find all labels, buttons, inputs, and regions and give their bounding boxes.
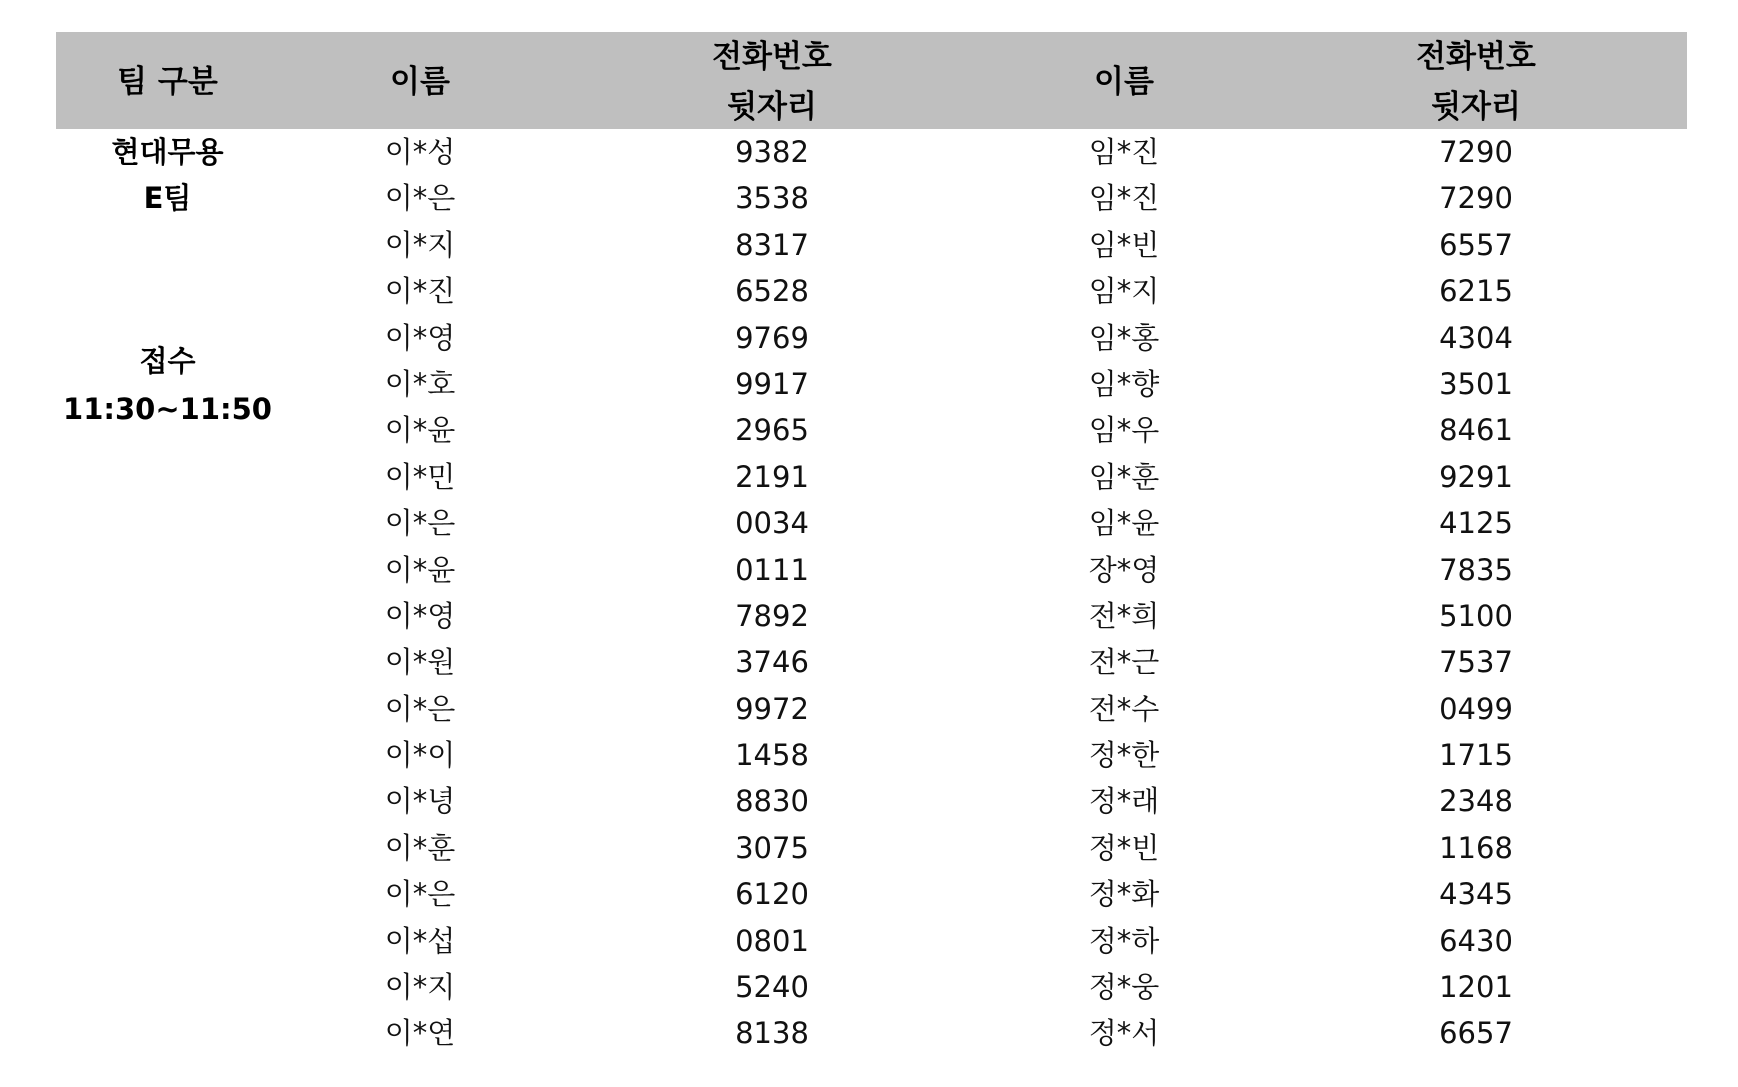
- header-phone-1-line2: 뒷자리: [727, 89, 817, 125]
- phone-cell: 1715: [1439, 738, 1513, 773]
- phone-cell: 9972: [735, 691, 809, 726]
- header-phone-1: [561, 32, 983, 132]
- phone-cell: 7892: [735, 598, 809, 633]
- phone-cell: 1168: [1439, 830, 1513, 865]
- phone-cell: 9769: [735, 320, 809, 355]
- name-cell: 정*화: [1088, 877, 1160, 912]
- phone-cell: 3538: [735, 181, 809, 216]
- phone-cell: 2965: [735, 413, 809, 448]
- header-phone-1-line1: 전화번호: [712, 39, 832, 75]
- name-cell: 임*훈: [1088, 459, 1160, 494]
- name-cell: 이*지: [384, 970, 456, 1005]
- name-cell: 이*은: [384, 506, 456, 541]
- phone-cell: 3075: [735, 830, 809, 865]
- phone-cell: 2348: [1439, 784, 1513, 819]
- name-cell: 임*홍: [1088, 320, 1160, 355]
- name-cell: 전*희: [1088, 598, 1160, 633]
- name-cell: 이*영: [384, 320, 456, 355]
- phone-cell: 3501: [1439, 366, 1513, 401]
- phone-cell: 1458: [735, 738, 809, 773]
- name-cell: 정*웅: [1088, 970, 1160, 1005]
- name-cell: 이*은: [384, 181, 456, 216]
- phone-cell: 9291: [1439, 459, 1513, 494]
- name-cell: 이*성: [384, 135, 456, 169]
- name-cell: 이*민: [384, 459, 456, 494]
- team-name-line1: 현대무용: [111, 135, 224, 169]
- name-cell: 이*윤: [384, 552, 456, 587]
- name-cell: 이*은: [384, 691, 456, 726]
- name-cell: 장*영: [1088, 552, 1160, 587]
- name-cell: 이*영: [384, 598, 456, 633]
- name-cell: 임*윤: [1088, 506, 1160, 541]
- header-team: 팀 구분: [117, 64, 218, 100]
- phone-cell: 8830: [735, 784, 809, 819]
- name-cell: 이*연: [384, 1016, 456, 1051]
- phone-cell: 1201: [1439, 970, 1513, 1005]
- phone-cell: 4345: [1439, 877, 1513, 912]
- phone-cell: 5100: [1439, 598, 1513, 633]
- name-cell: 임*지: [1088, 274, 1160, 309]
- phone-cell: 4125: [1439, 506, 1513, 541]
- name-cell: 이*이: [384, 738, 456, 773]
- team-name-line2: E팀: [143, 181, 192, 215]
- header-phone-2-line2: 뒷자리: [1431, 89, 1521, 125]
- phone-cell: 0034: [735, 506, 809, 541]
- header-name-1: 이름: [390, 64, 450, 100]
- team-name: [56, 129, 279, 221]
- phone-cell: 2191: [735, 459, 809, 494]
- name-cell: 전*근: [1088, 645, 1160, 680]
- phone-cell: 6215: [1439, 274, 1513, 309]
- name-cell: 정*서: [1088, 1016, 1160, 1051]
- phone-cell: 0111: [735, 552, 809, 587]
- phone-cell: 5240: [735, 970, 809, 1005]
- phone-cell: 6657: [1439, 1016, 1513, 1051]
- phone-cell: 7835: [1439, 552, 1513, 587]
- header-phone-2: [1265, 32, 1687, 132]
- phone-cell: 9917: [735, 366, 809, 401]
- phone-cell: 7290: [1439, 135, 1513, 169]
- phone-cell: 4304: [1439, 320, 1513, 355]
- name-cell: 이*섭: [384, 923, 456, 958]
- name-column-1: [279, 129, 561, 1057]
- name-cell: 정*한: [1088, 738, 1160, 773]
- phone-cell: 6528: [735, 274, 809, 309]
- phone-cell: 8461: [1439, 413, 1513, 448]
- name-cell: 이*진: [384, 274, 456, 309]
- phone-column-2: [1265, 129, 1687, 1057]
- name-cell: 이*지: [384, 227, 456, 262]
- name-cell: 이*녕: [384, 784, 456, 819]
- name-column-2: [983, 129, 1265, 1057]
- name-cell: 이*은: [384, 877, 456, 912]
- name-cell: 이*윤: [384, 413, 456, 448]
- name-cell: 정*래: [1088, 784, 1160, 819]
- phone-cell: 0801: [735, 923, 809, 958]
- name-cell: 임*진: [1088, 135, 1160, 169]
- phone-cell: 9382: [735, 135, 809, 169]
- phone-cell: 3746: [735, 645, 809, 680]
- name-cell: 이*호: [384, 366, 456, 401]
- phone-cell: 8138: [735, 1016, 809, 1051]
- name-cell: 임*빈: [1088, 227, 1160, 262]
- table-body: [56, 129, 1687, 1057]
- reception-time: 11:30~11:50: [63, 392, 272, 426]
- participant-table: [56, 32, 1687, 1057]
- team-reception: [56, 337, 279, 433]
- phone-cell: 6430: [1439, 923, 1513, 958]
- name-cell: 이*훈: [384, 830, 456, 865]
- phone-cell: 6557: [1439, 227, 1513, 262]
- phone-cell: 7537: [1439, 645, 1513, 680]
- name-cell: 임*우: [1088, 413, 1160, 448]
- name-cell: 정*하: [1088, 923, 1160, 958]
- header-name-2: 이름: [1094, 64, 1154, 100]
- table-header: [56, 32, 1687, 129]
- name-cell: 전*수: [1088, 691, 1160, 726]
- phone-column-1: [561, 129, 983, 1057]
- name-cell: 정*빈: [1088, 830, 1160, 865]
- phone-cell: 0499: [1439, 691, 1513, 726]
- phone-cell: 6120: [735, 877, 809, 912]
- team-column: [56, 129, 279, 1057]
- reception-label: 접수: [139, 344, 196, 378]
- header-phone-2-line1: 전화번호: [1416, 39, 1536, 75]
- name-cell: 이*원: [384, 645, 456, 680]
- phone-cell: 7290: [1439, 181, 1513, 216]
- name-cell: 임*진: [1088, 181, 1160, 216]
- name-cell: 임*향: [1088, 366, 1160, 401]
- phone-cell: 8317: [735, 227, 809, 262]
